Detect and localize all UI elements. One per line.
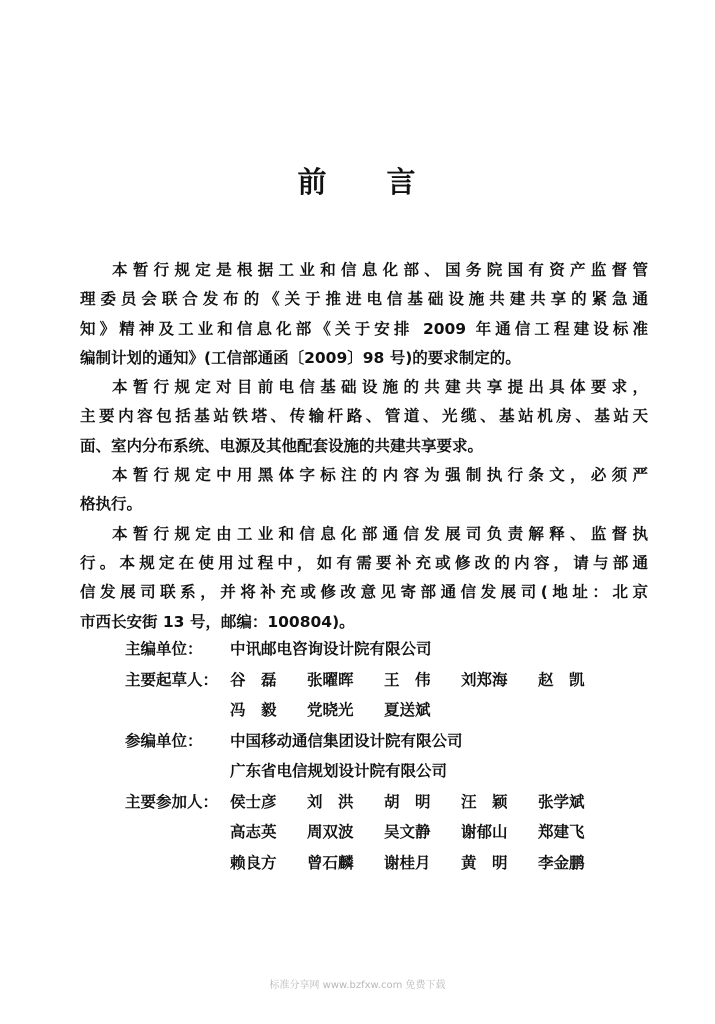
participant-name: 高志英 xyxy=(230,823,277,841)
participant-name: 汪 颖 xyxy=(461,792,508,811)
participant-name: 赖良方 xyxy=(230,853,277,872)
participant-name: 吴文静 xyxy=(384,823,431,841)
co-editors-row xyxy=(80,726,648,757)
page-title xyxy=(0,160,715,201)
chief-editor-unit: 中讯邮电咨询设计院有限公司 xyxy=(230,640,432,658)
drafters-row xyxy=(80,665,648,696)
participants-row-3 xyxy=(80,848,648,879)
participant-name: 谢郁山 xyxy=(461,823,508,841)
drafter-name: 冯 毅 xyxy=(230,701,277,719)
participant-name: 侯士彦 xyxy=(230,792,277,811)
drafter-name: 刘郑海 xyxy=(461,670,508,689)
text-line: 信发展司联系，并将补充或修改意见寄部通信发展司(地址：北京 xyxy=(80,583,648,602)
chief-editor-row xyxy=(80,634,648,665)
text-line: 市西长安街 13 号，邮编：100804)。 xyxy=(80,612,355,631)
drafter-name: 夏送斌 xyxy=(384,701,431,719)
text-line: 本暂行规定由工业和信息化部通信发展司负责解释、监督执 xyxy=(112,524,648,543)
drafter-name: 谷 磊 xyxy=(230,670,277,689)
participant-name: 刘 洪 xyxy=(307,792,354,811)
participants-label: 主要参加人： xyxy=(125,792,219,811)
text-line: 主要内容包括基站铁塔、传输杆路、管道、光缆、基站机房、基站天 xyxy=(80,407,648,426)
drafter-name: 王 伟 xyxy=(384,670,431,689)
text-line: 编制计划的通知》(工信部通函〔2009〕98 号)的要求制定的。 xyxy=(80,348,521,367)
drafter-name: 党晓光 xyxy=(307,701,354,719)
co-editors-label: 参编单位： xyxy=(125,731,203,750)
participants-row-2 xyxy=(80,817,648,848)
text-line: 行。本规定在使用过程中，如有需要补充或修改的内容，请与部通 xyxy=(80,553,648,572)
text-line: 知》精神及工业和信息化部《关于安排 2009 年通信工程建设标准 xyxy=(80,319,648,338)
credits-section xyxy=(80,634,648,878)
participants-names-1 xyxy=(230,787,648,818)
text-line: 本暂行规定是根据工业和信息化部、国务院国有资产监督管 xyxy=(112,261,648,279)
drafters-label: 主要起草人： xyxy=(125,670,219,689)
participant-name: 张学斌 xyxy=(538,792,585,811)
participant-name: 周双波 xyxy=(307,823,354,841)
drafters-row-2 xyxy=(80,695,648,726)
co-editors-row-2 xyxy=(80,756,648,787)
participant-name: 黄 明 xyxy=(461,853,508,872)
participants-row xyxy=(80,787,648,818)
drafter-name: 赵 凯 xyxy=(538,670,585,689)
drafter-name: 张曜晖 xyxy=(307,670,354,689)
text-line: 面、室内分布系统、电源及其他配套设施的共建共享要求。 xyxy=(80,436,484,455)
preface-body xyxy=(80,256,648,637)
chief-editor-label: 主编单位： xyxy=(125,640,203,658)
text-line: 本暂行规定中用黑体字标注的内容为强制执行条文，必须严 xyxy=(112,466,648,485)
co-editor-unit: 中国移动通信集团设计院有限公司 xyxy=(230,731,463,750)
participants-names-2 xyxy=(230,817,648,848)
participants-names-3 xyxy=(230,848,648,879)
text-line: 理委员会联合发布的《关于推进电信基础设施共建共享的紧急通 xyxy=(80,290,648,309)
participant-name: 谢桂月 xyxy=(384,853,431,872)
drafters-names-2 xyxy=(230,695,648,726)
participant-name: 胡 明 xyxy=(384,792,431,811)
text-line: 本暂行规定对目前电信基础设施的共建共享提出具体要求， xyxy=(112,378,648,397)
title-char-2: 言 xyxy=(386,165,418,199)
text-line: 格执行。 xyxy=(80,495,143,514)
participant-name: 郑建飞 xyxy=(538,823,585,841)
participant-name: 李金鹏 xyxy=(538,853,585,872)
drafters-names-1 xyxy=(230,665,648,696)
watermark-footer: 标准分享网 www.bzfxw.com 免费下载 xyxy=(269,980,446,991)
title-char-1: 前 xyxy=(297,165,329,199)
co-editor-unit: 广东省电信规划设计院有限公司 xyxy=(230,762,448,780)
participant-name: 曾石麟 xyxy=(307,853,354,872)
